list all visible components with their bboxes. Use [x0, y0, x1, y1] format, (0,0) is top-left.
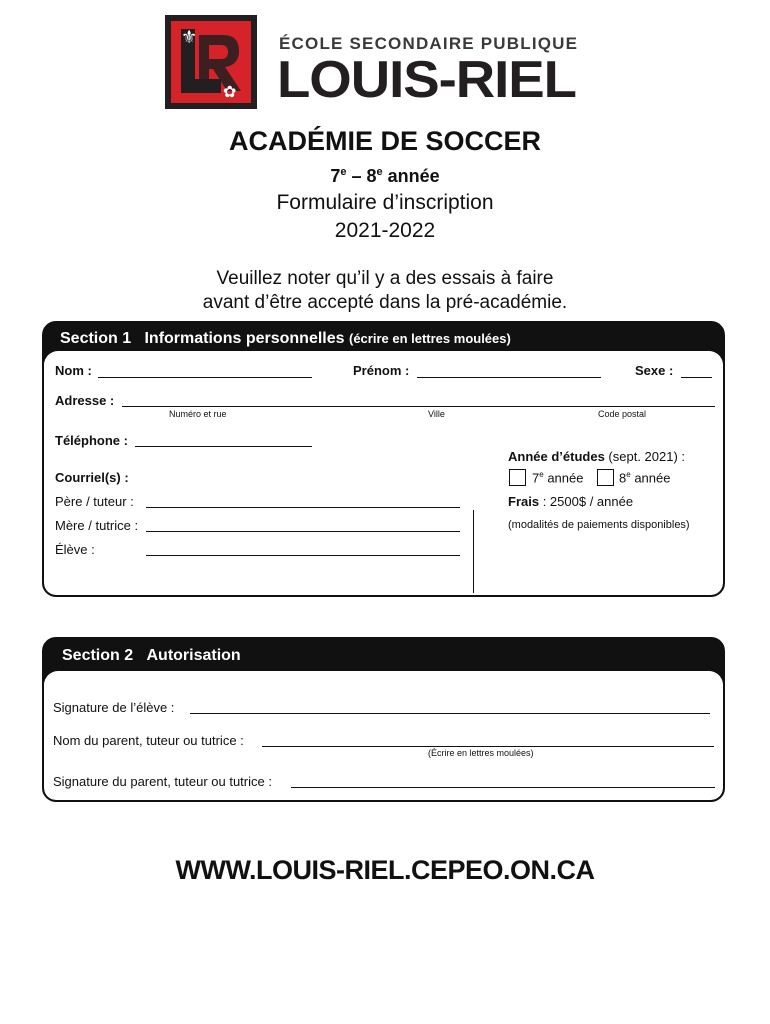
courriel-label: Courriel(s) : — [55, 470, 129, 485]
school-subtitle: ÉCOLE SECONDAIRE PUBLIQUE — [279, 34, 579, 53]
page-title: ACADÉMIE DE SOCCER — [228, 126, 542, 156]
eleve-email-field[interactable] — [146, 555, 460, 556]
column-divider — [473, 541, 474, 593]
mere-email-field[interactable] — [146, 531, 460, 532]
grade-range: 7e – 8e année — [330, 166, 440, 186]
trillium-icon: ✿ — [223, 82, 237, 101]
school-year: 2021-2022 — [334, 219, 436, 242]
school-name: LOUIS-RIEL — [277, 51, 576, 109]
tryout-note-line1: Veuillez noter qu’il y a des essais à faire — [216, 268, 554, 289]
section-2-authorization — [42, 637, 725, 802]
sexe-label: Sexe : — [635, 363, 674, 378]
hint-street: Numéro et rue — [169, 409, 227, 419]
hint-city: Ville — [428, 409, 445, 419]
signature-parent-label: Signature du parent, tuteur ou tutrice : — [53, 774, 272, 789]
nom-parent-label: Nom du parent, tuteur ou tutrice : — [53, 733, 244, 748]
pere-email-field[interactable] — [146, 507, 460, 508]
fleur-de-lis-icon: ⚜ — [181, 27, 198, 48]
nom-parent-field[interactable] — [262, 746, 714, 747]
signature-eleve-label: Signature de l’élève : — [53, 700, 175, 715]
section-1-body — [44, 351, 723, 595]
telephone-label: Téléphone : — [55, 433, 128, 448]
modalites-paiement: (modalités de paiements disponibles) — [508, 519, 690, 531]
nom-parent-hint: (Écrire en lettres moulées) — [428, 748, 534, 758]
grade-7-label: 7e année — [532, 470, 584, 486]
pere-label: Père / tuteur : — [55, 494, 134, 509]
signature-parent-field[interactable] — [291, 787, 715, 788]
prenom-field[interactable] — [417, 377, 601, 378]
sexe-field[interactable] — [681, 377, 712, 378]
nom-field[interactable] — [98, 377, 312, 378]
adresse-label: Adresse : — [55, 393, 115, 408]
section-1-heading: Section 1 Informations personnelles (écrire en lettres moulées) — [60, 330, 511, 347]
form-title: Formulaire d’inscription — [276, 191, 494, 214]
school-logo — [165, 15, 257, 109]
school-website[interactable]: WWW.LOUIS-RIEL.CEPEO.ON.CA — [175, 855, 595, 885]
section-2-body — [44, 671, 723, 800]
column-divider-top — [473, 510, 474, 542]
frais: Frais : 2500$ / année — [508, 494, 634, 509]
mere-label: Mère / tutrice : — [55, 518, 139, 533]
annee-etudes: Année d’études (sept. 2021) : — [508, 449, 686, 464]
eleve-label: Élève : — [55, 542, 95, 557]
tryout-note-line2: avant d’être accepté dans la pré-académie. — [202, 292, 568, 313]
grade-8-label: 8e année — [619, 470, 671, 486]
nom-label: Nom : — [55, 363, 92, 378]
adresse-field[interactable] — [122, 406, 715, 407]
section-1-personal-info — [42, 321, 725, 597]
logo-letters-graphic — [171, 21, 251, 103]
prenom-label: Prénom : — [353, 363, 410, 378]
telephone-field[interactable] — [135, 446, 312, 447]
grade-8-checkbox[interactable] — [597, 469, 614, 486]
grade-7-checkbox[interactable] — [509, 469, 526, 486]
signature-eleve-field[interactable] — [190, 713, 710, 714]
hint-postal-code: Code postal — [598, 409, 647, 419]
section-2-heading: Section 2 Autorisation — [62, 647, 241, 664]
